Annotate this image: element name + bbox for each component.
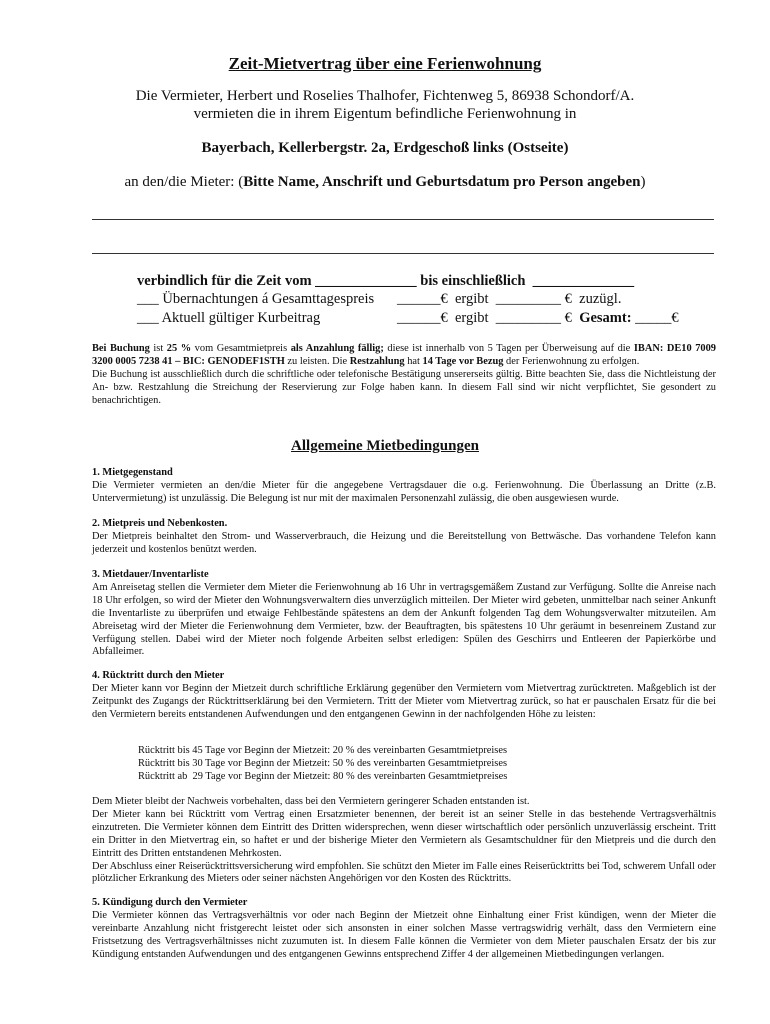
section-4-continued (92, 796, 716, 886)
tenant-prefix: an den/die Mieter: ( (124, 174, 244, 190)
section-title: 3. Mietdauer/Inventarliste (92, 569, 209, 580)
overnights-label: ___ Übernachtungen á Gesamttagespreis (137, 291, 375, 307)
tenant-line (0, 174, 770, 191)
total-value: _____€ (631, 310, 679, 326)
kurbeitrag-label: ___ Aktuell gültiger Kurbeitrag (137, 310, 321, 326)
section-text: Am Anreisetag stellen die Vermieter dem Mieter die Ferienwohnung ab 16 Uhr in vertragsgemäßem Zustand zur Verfügung. Sollte die Anreise nach 18 Uhr erfolgen, so wird der Mieter den Wohnungsverwaltern dies unverzüglich mitteilen. Der Mieter wird gebeten, unmittelbar nach seiner Ankunft die Inventarliste zu überprüfen und etwaige Fehlbestände spätestens an dem der Ankunft folgenden Tag dem Wohungsverwalter mitzuteilen. Am Abreisetag wird der Mieter die Ferienwohnung dem Vermieter, bzw. der Beauftragten, bis spätestens 10 Uhr geräumt in besenreinem Zustand zur Verfügung stellen. Dabei wird der Mieter noch folgende Arbeiten selbst erledigen: Spülen des Geschirrs und Entleeren der Papierkörbe und Abfalleimer. (92, 581, 716, 658)
section-3 (92, 569, 716, 659)
list-item: Rücktritt bis 45 Tage vor Beginn der Mietzeit: 20 % des vereinbarten Gesamtmietpreises (138, 745, 508, 756)
period-line: verbindlich für die Zeit vom ______________ bis einschließlich ______________ (137, 273, 635, 289)
section-title: 4. Rücktritt durch den Mieter (92, 670, 225, 681)
list-item: Rücktritt bis 30 Tage vor Beginn der Mietzeit: 50 % des vereinbarten Gesamtmietpreises (138, 757, 508, 769)
section-1 (92, 467, 716, 506)
tenant-suffix: ) (640, 174, 646, 190)
booking-paragraph (92, 343, 716, 408)
section-text: Der Mietpreis beinhaltet den Strom- und Wasserverbrauch, die Heizung und die Bereitstellung von Bettwäsche. Das vorhandene Telefon kann jederzeit und kostenlos benützt werden. (92, 530, 716, 555)
section-text: Dem Mieter bleibt der Nachweis vorbehalten, dass bei den Vermietern geringerer Schaden entstanden ist. (92, 796, 530, 807)
bank-details: IBAN: DE10 7009 3200 0005 7238 41 – BIC: GENODEF1STH (92, 343, 717, 367)
section-title: 1. Mietgegenstand (92, 467, 173, 478)
tenant-entry-line-2[interactable] (92, 253, 714, 254)
tenant-entry-line-1[interactable] (92, 219, 714, 220)
overnights-amount: ______€ ergibt _________ € zuzügl. (397, 291, 622, 307)
list-item: Rücktritt ab 29 Tage vor Beginn der Mietzeit: 80 % des vereinbarten Gesamtmietpreises (138, 770, 508, 782)
booking-terms: Bei Buchung ist 25 % vom Gesamtmietpreis als Anzahlung fällig; diese ist innerhalb von 5 Tagen per Überweisung auf die IBAN: DE10 7009 3200 0005 7238 41 – BIC: GENODEF1STH zu leisten. Die Restzahlung hat 14 Tage vor Bezug der Ferienwohnung zu erfolgen. (92, 343, 717, 367)
section-text: Der Mieter kann bei Rücktritt vom Vertrag einen Ersatzmieter benennen, der bereit ist an seiner Stelle in das bestehende Vertragsverhältnis einzutreten. Die Vermieter können dem Eintritt des Dritten widersprechen, wenn dieser wirtschaftlich oder persönlich unzuverlässig erscheint. Tritt ein Dritter in den Mietvertrag ein, so haftet er und der bisherige Mieter den Vermietern als Gesamtschuldner für den Mietpreis und die durch den Eintritt des Dritten entstandenen Mehrkosten. (92, 808, 716, 859)
kurbeitrag-amount-text: ______€ ergibt _________ € (397, 310, 572, 326)
section-4 (92, 670, 716, 722)
property-address: Bayerbach, Kellerbergstr. 2a, Erdgeschoß links (Ostseite) (201, 140, 569, 156)
booking-confirmation-text: Die Buchung ist ausschließlich durch die schriftliche oder telefonische Bestätigung unsererseits gültig. Bitte beachten Sie, dass die Nichtleistung der An- bzw. Restzahlung die Streichung der Reservierung zur Folge haben kann. In diesem Fall sind wir nicht verpflichtet, Sie gesondert zu benachrichtigen. (92, 368, 716, 406)
tenant-instruction: Bitte Name, Anschrift und Geburtsdatum pro Person angeben (243, 174, 641, 190)
section-5 (92, 897, 716, 962)
total-label: Gesamt: (579, 310, 632, 326)
section-text: Die Vermieter vermieten an den/die Mieter für die angegebene Vertragsdauer die o.g. Ferienwohnung. Die Überlassung an Dritte (z.B. Untervermietung) ist unzulässig. Die Belegung ist nur mit der maximalen Personenzahl zulässig, die oben ausgewiesen wurde. (92, 479, 716, 504)
section-title: 5. Kündigung durch den Vermieter (92, 897, 248, 908)
section-title: 2. Mietpreis und Nebenkosten. (92, 518, 228, 529)
landlord-line: Die Vermieter, Herbert und Roselies Thalhofer, Fichtenweg 5, 86938 Schondorf/A. (135, 88, 635, 104)
section-text: Der Abschluss einer Reiserücktrittsversicherung wird empfohlen. Sie schützt den Mieter im Falle eines Reiserücktritts bei Tod, schwerem Unfall oder plötzlicher Erkrankung des Mieters oder seiner nächsten Angehörigen vor den Kosten des Rücktritts. (92, 860, 716, 885)
section-text: Die Vermieter können das Vertragsverhältnis vor oder nach Beginn der Mietzeit ohne Einhaltung einer Frist kündigen, wenn der Mieter die vereinbarte Anzahlung nicht fristgerecht leistet oder sich ansonsten in einer solchen Masse vertragswidrig verhält, dass den Vermietern eine Fristsetzung des Vertragsverhältnisses nicht zuzumuten ist. In diesem Falle können die Vermieter von dem Mieter pauschalen Ersatz der bis zur Kündigung entstanden Aufwendungen und des entgangenen Gewinns entsprechend Ziffer 4 der allgemeinen Mietbedingungen verlangen. (92, 909, 716, 960)
section-text: Der Mieter kann vor Beginn der Mietzeit durch schriftliche Erklärung gegenüber den Vermietern vom Mietvertrag zurücktreten. Maßgeblich ist der Zeitpunkt des Zugangs der Rücktrittserklärung bei den Vermietern. Tritt der Mieter vom Mietvertrag zurück, so hat er pauschalen Ersatz für die bei den Vermietern bereits entstandenen Aufwendungen und den entgangenen Gewinn in der nachfolgenden Höhe zu leisten: (92, 682, 716, 720)
section-2 (92, 518, 716, 557)
page-title: Zeit-Mietvertrag über eine Ferienwohnung (228, 54, 542, 73)
conditions-heading: Allgemeine Mietbedingungen (291, 438, 479, 454)
property-intro-line: vermieten die in ihrem Eigentum befindliche Ferienwohnung in (193, 106, 577, 122)
kurbeitrag-amount (397, 310, 679, 327)
cancellation-fee-list (138, 745, 507, 784)
